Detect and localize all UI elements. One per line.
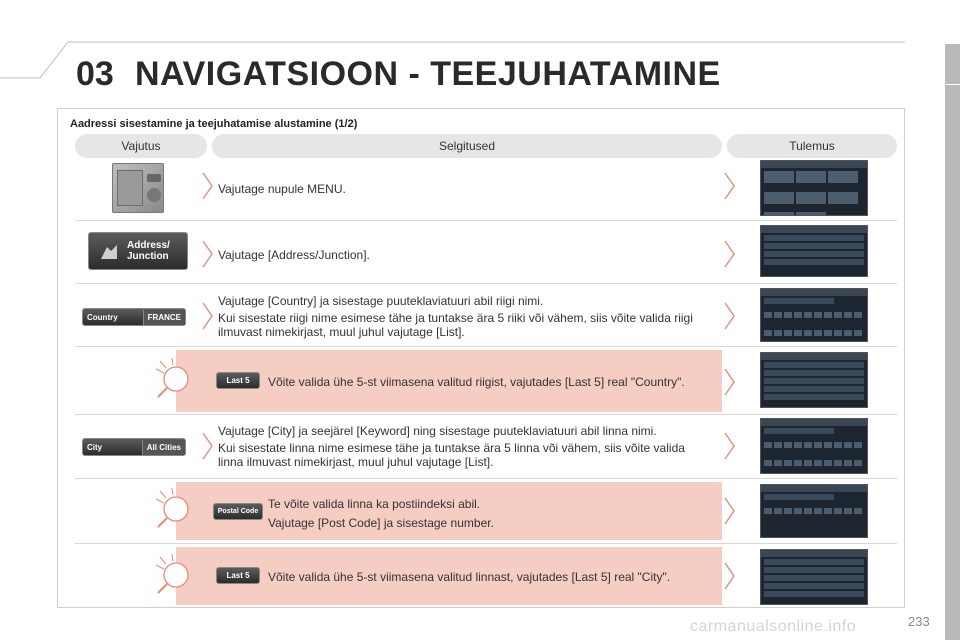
last-5-label: Last 5 <box>226 571 250 580</box>
row-4-text <box>268 375 718 392</box>
side-tab <box>945 44 960 640</box>
country-label: Country <box>87 312 118 322</box>
result-screen-country-input <box>760 288 868 342</box>
row-1-line-1: Vajutage nupule MENU. <box>218 182 346 196</box>
arrow-icon <box>724 497 736 525</box>
junction-label: Junction <box>127 251 169 262</box>
arrow-icon <box>202 302 214 330</box>
row-divider <box>75 543 897 544</box>
row-4-line-1: Võite valida ühe 5-st viimasena valitud riigist, vajutades [Last 5] real "Country". <box>268 375 685 389</box>
row-6-text <box>268 496 718 534</box>
row-1-text <box>218 182 698 199</box>
result-screen-country-list <box>760 352 868 408</box>
section-title: Aadressi sisestamine ja teejuhatamise alustamine (1/2) <box>70 118 358 130</box>
result-screen-city-input <box>760 418 868 474</box>
row-2-line-1: Vajutage [Address/Junction]. <box>218 248 370 262</box>
row-7-text <box>268 570 718 587</box>
arrow-icon <box>724 302 736 330</box>
result-screen-postal-code <box>760 484 868 538</box>
result-screen-menu <box>760 160 868 216</box>
city-label: City <box>87 442 103 452</box>
france-label: FRANCE <box>143 310 185 325</box>
arrow-icon <box>202 432 214 460</box>
row-3-text <box>218 294 713 342</box>
last-5-button <box>216 372 260 389</box>
row-5-line-1: Vajutage [City] ja seejärel [Keyword] ning sisestage puuteklaviatuuri abil linna nimi. <box>218 424 657 438</box>
hand-pointer-icon <box>97 241 121 263</box>
row-5-text <box>218 424 713 472</box>
row-5-line-2: Kui sisestate linna nime esimese tähe ja tuntakse ära 5 linna või vähem, siis võite valida linna ilmuvast nimekirjast, muul juhul vajutage [List]. <box>218 441 685 469</box>
row-6-line-1: Te võite valida linna ka postiindeksi abil. <box>268 497 481 511</box>
row-7-line-1: Võite valida ühe 5-st viimasena valitud linnast, vajutades [Last 5] real "City". <box>268 570 671 584</box>
last-5-button <box>216 567 260 584</box>
magnifier-tip-icon <box>152 487 196 531</box>
row-3-line-2: Kui sisestate riigi nime esimese tähe ja tuntakse ära 5 riiki või vähem, siis võite valida riigi ilmuvast nimekirjast, muul juhul vajutage [List]. <box>218 311 693 339</box>
arrow-icon <box>724 240 736 268</box>
magnifier-tip-icon <box>152 553 196 597</box>
row-6-line-2: Vajutage [Post Code] ja sisestage number. <box>268 516 494 530</box>
column-header-action: Vajutus <box>75 134 207 158</box>
menu-button-photo <box>112 163 164 213</box>
country-france-button <box>82 308 186 326</box>
address-label: Address/ <box>127 240 170 251</box>
column-header-result: Tulemus <box>727 134 897 158</box>
row-divider <box>75 478 897 479</box>
result-screen-city-list <box>760 549 868 605</box>
watermark: carmanualsonline.info <box>690 618 857 635</box>
arrow-icon <box>202 172 214 200</box>
chapter-title: NAVIGATSIOON - TEEJUHATAMINE <box>135 55 721 93</box>
last-5-label: Last 5 <box>226 376 250 385</box>
result-screen-address <box>760 225 868 277</box>
arrow-icon <box>724 562 736 590</box>
postal-code-button <box>213 503 263 520</box>
row-divider <box>75 283 897 284</box>
arrow-icon <box>202 240 214 268</box>
arrow-icon <box>724 432 736 460</box>
city-all-cities-button <box>82 438 186 456</box>
row-divider <box>75 220 897 221</box>
postal-code-label: Postal Code <box>217 508 259 515</box>
row-3-line-1: Vajutage [Country] ja sisestage puuteklaviatuuri abil riigi nimi. <box>218 294 544 308</box>
arrow-icon <box>724 368 736 396</box>
row-divider <box>75 414 897 415</box>
page-number: 233 <box>908 614 930 629</box>
all-cities-label: All Cities <box>142 440 185 455</box>
address-junction-button <box>88 232 188 270</box>
magnifier-tip-icon <box>152 357 196 401</box>
chapter-number: 03 <box>76 55 114 93</box>
column-header-explanation: Selgitused <box>212 134 722 158</box>
row-2-text <box>218 248 698 265</box>
arrow-icon <box>724 172 736 200</box>
row-divider <box>75 346 897 347</box>
